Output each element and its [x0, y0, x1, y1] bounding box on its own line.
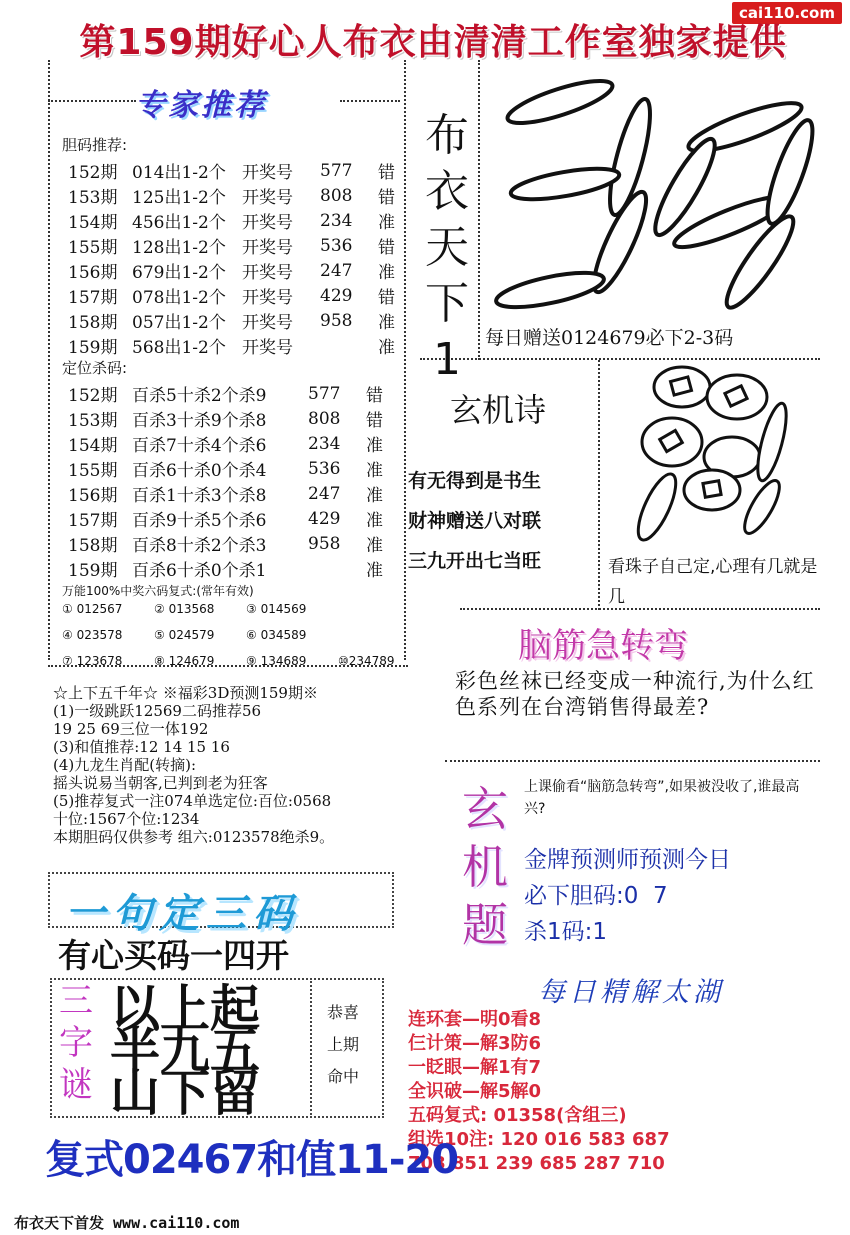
poem-line: 财神赠送八对联	[408, 510, 542, 532]
table-cell: 536	[308, 458, 341, 479]
vertical-char: 布	[425, 110, 469, 161]
table-cell: 153期	[68, 411, 118, 431]
table-cell: 开奖号	[242, 213, 293, 233]
vertical-char: 天	[425, 222, 469, 273]
table-cell: 开奖号	[242, 163, 293, 183]
table-cell: 百杀7十杀4个杀6	[132, 436, 267, 456]
six-code-title: 万能100%中奖六码复式:(常年有效)	[62, 584, 254, 598]
table-cell: 157期	[68, 288, 118, 308]
congrats-line: 恭喜	[326, 1003, 359, 1022]
table-cell: 开奖号	[242, 238, 293, 258]
table-cell: 808	[308, 408, 341, 429]
table-cell: 078出1-2个	[132, 288, 226, 308]
vertical-char: 题	[462, 898, 508, 952]
table-cell: 错	[378, 238, 395, 258]
six-code-list	[62, 596, 418, 674]
table-cell: 679出1-2个	[132, 263, 226, 283]
poem-line: 三九开出七当旺	[408, 550, 542, 572]
divider	[404, 60, 406, 660]
table-row	[68, 506, 402, 531]
six-code-row	[62, 622, 418, 648]
six-code-item: ⑥ 034589	[246, 628, 307, 642]
table-cell: 247	[320, 260, 353, 281]
prediction-line: ☆上下五千年☆ ※福彩3D预测159期※	[53, 684, 318, 702]
must-gall: 必下胆码:0 7	[524, 883, 668, 909]
table-cell: 536	[320, 235, 353, 256]
table-row	[68, 283, 414, 308]
six-code-item: ② 013568	[154, 602, 215, 616]
table-cell: 百杀8十杀2个杀3	[132, 536, 267, 556]
table-cell: 开奖号	[242, 313, 293, 333]
riddle-line: 山下留	[110, 1064, 260, 1122]
big-number-39	[480, 62, 820, 320]
prediction-line: 19 25 69三位一体192	[53, 720, 209, 738]
taihu-line: 仨计策—解3防6	[408, 1033, 542, 1054]
table-cell: 准	[378, 213, 395, 233]
prediction-text	[53, 684, 413, 846]
table-cell: 准	[366, 511, 383, 531]
mystery-question: 上课偷看“脑筋急转弯”,如果被没收了,谁最高兴?	[524, 779, 800, 817]
riddle-line: 半九五	[110, 1022, 260, 1080]
prediction-line: 本期胆码仅供参考 组六:0123578绝杀9。	[53, 828, 335, 846]
gold-predictor	[524, 842, 731, 950]
table-cell: 429	[308, 508, 341, 529]
brain-teaser-question: 彩色丝袜已经变成一种流行,为什么红色系列在台湾销售得最差?	[455, 669, 815, 719]
table-cell: 百杀6十杀0个杀4	[132, 461, 267, 481]
six-code-row	[62, 648, 418, 674]
vertical-char: 谜	[59, 1065, 93, 1105]
divider	[445, 760, 820, 762]
table-row	[68, 456, 402, 481]
coins-illustration	[612, 362, 812, 547]
table-cell: 156期	[68, 486, 118, 506]
table-cell	[320, 333, 378, 358]
kill-one: 杀1码:1	[524, 919, 608, 945]
gold-title: 金牌预测师预测今日	[524, 847, 731, 873]
vertical-char: 玄	[462, 782, 508, 836]
gall-table	[68, 158, 414, 358]
six-code-item: ⑨ 134689	[246, 654, 307, 668]
six-code-item: ⑤ 024579	[154, 628, 215, 642]
divider	[48, 100, 136, 102]
taihu-line: 全识破—解5解0	[408, 1081, 542, 1102]
table-cell: 错	[366, 411, 383, 431]
table-cell: 158期	[68, 313, 118, 333]
buy-code-line: 有心买码一四开	[58, 936, 289, 975]
brain-teaser-title: 脑筋急转弯	[518, 626, 688, 666]
table-row	[68, 308, 414, 333]
taihu-line: 连环套—明0看8	[408, 1009, 542, 1030]
daily-gift: 每日赠送0124679必下2-3码	[485, 327, 734, 349]
kill-table	[68, 381, 402, 581]
table-row	[68, 158, 414, 183]
table-cell: 014出1-2个	[132, 163, 226, 183]
table-cell: 准	[378, 263, 395, 283]
page-title: 第159期好心人布衣由清清工作室独家提供	[79, 22, 787, 63]
table-cell: 125出1-2个	[132, 188, 226, 208]
table-cell: 准	[366, 561, 383, 581]
table-cell: 247	[308, 483, 341, 504]
table-cell: 百杀3十杀9个杀8	[132, 411, 267, 431]
congrats-line: 命中	[326, 1067, 359, 1086]
poem-title: 玄机诗	[450, 391, 547, 429]
vertical-char: 三	[59, 981, 93, 1021]
table-cell: 808	[320, 185, 353, 206]
table-cell: 577	[308, 383, 341, 404]
table-cell: 百杀5十杀2个杀9	[132, 386, 267, 406]
table-cell: 错	[366, 386, 383, 406]
kill-label: 定位杀码:	[62, 359, 128, 377]
three-char-riddle-label	[56, 980, 96, 1106]
table-cell: 开奖号	[242, 338, 293, 358]
six-code-item: ⑦ 123678	[62, 654, 123, 668]
table-row	[68, 258, 414, 283]
prediction-line: (3)和值推荐:12 14 15 16	[53, 738, 230, 756]
mystery-vertical-title	[455, 780, 515, 954]
table-row	[68, 183, 414, 208]
table-cell: 开奖号	[242, 288, 293, 308]
divider	[48, 60, 50, 660]
table-cell: 开奖号	[242, 188, 293, 208]
table-cell: 准	[378, 338, 395, 358]
table-row	[68, 431, 402, 456]
table-cell: 155期	[68, 238, 118, 258]
table-cell: 准	[378, 313, 395, 333]
riddle-line: 以上起	[110, 980, 260, 1038]
vertical-char: 机	[462, 840, 508, 894]
table-cell: 百杀6十杀0个杀1	[132, 561, 267, 581]
prediction-line: 摇头说易当朝客,已判到老为狂客	[53, 774, 268, 792]
table-row	[68, 556, 402, 581]
table-cell	[308, 556, 366, 581]
taihu-line: 708 851 239 685 287 710	[408, 1153, 665, 1174]
table-row	[68, 481, 402, 506]
table-cell: 154期	[68, 436, 118, 456]
table-cell: 159期	[68, 561, 118, 581]
table-row	[68, 233, 414, 258]
table-cell: 错	[378, 288, 395, 308]
taihu-title: 每日精解太湖	[538, 977, 724, 1008]
table-cell: 错	[378, 188, 395, 208]
table-cell: 准	[366, 436, 383, 456]
table-row	[68, 531, 402, 556]
compound-line: 复式02467和值11-20	[45, 1137, 459, 1183]
prediction-line: (1)一级跳跃12569二码推荐56	[53, 702, 262, 720]
coin-note: 看珠子自己定,心理有几就是几	[608, 557, 818, 607]
six-code-item: ⑩234789	[338, 654, 395, 668]
divider	[340, 100, 400, 102]
table-cell: 开奖号	[242, 263, 293, 283]
prediction-line: (4)九龙生肖配(转摘):	[53, 756, 197, 774]
table-cell: 429	[320, 285, 353, 306]
poem-line: 有无得到是书生	[408, 470, 542, 492]
gall-label: 胆码推荐:	[62, 136, 128, 154]
table-cell: 128出1-2个	[132, 238, 226, 258]
divider	[420, 358, 820, 360]
table-cell: 958	[320, 310, 353, 331]
prediction-line: 十位:1567个位:1234	[53, 810, 200, 828]
six-code-item: ③ 014569	[246, 602, 307, 616]
table-cell: 158期	[68, 536, 118, 556]
congrats-line: 上期	[326, 1035, 359, 1054]
one-sentence-title: 一句定三码	[65, 891, 300, 937]
vertical-char: 衣	[425, 166, 469, 217]
footer: 布衣天下首发 www.cai110.com	[14, 1214, 240, 1232]
table-cell: 958	[308, 533, 341, 554]
table-cell: 157期	[68, 511, 118, 531]
vertical-char: 下	[425, 278, 469, 329]
table-cell: 577	[320, 160, 353, 181]
six-code-item: ⑧ 124679	[154, 654, 215, 668]
table-cell: 154期	[68, 213, 118, 233]
table-cell: 准	[366, 461, 383, 481]
congrats-label	[318, 997, 368, 1093]
table-cell: 155期	[68, 461, 118, 481]
vertical-char: 字	[59, 1023, 93, 1063]
taihu-line: 一眨眼—解1有7	[408, 1057, 542, 1078]
table-cell: 234	[308, 433, 341, 454]
six-code-item: ① 012567	[62, 602, 123, 616]
prediction-line: (5)推荐复式一注074单选定位:百位:0568	[53, 792, 332, 810]
table-cell: 152期	[68, 163, 118, 183]
table-cell: 准	[366, 486, 383, 506]
table-cell: 159期	[68, 338, 118, 358]
expert-heading: 专家推荐	[135, 88, 267, 123]
table-cell: 156期	[68, 263, 118, 283]
table-cell: 百杀9十杀5个杀6	[132, 511, 267, 531]
vertical-char: 1	[433, 334, 461, 385]
table-cell: 错	[378, 163, 395, 183]
table-cell: 234	[320, 210, 353, 231]
table-row	[68, 406, 402, 431]
table-cell: 456出1-2个	[132, 213, 226, 233]
site-tag: cai110.com	[732, 2, 842, 24]
table-row	[68, 381, 402, 406]
table-cell: 057出1-2个	[132, 313, 226, 333]
buyi-vertical-title	[422, 108, 472, 388]
six-code-row	[62, 596, 418, 622]
table-cell: 百杀1十杀3个杀8	[132, 486, 267, 506]
table-cell: 568出1-2个	[132, 338, 226, 358]
taihu-line: 五码复式: 01358(含组三)	[408, 1105, 627, 1126]
six-code-item: ④ 023578	[62, 628, 123, 642]
table-cell: 152期	[68, 386, 118, 406]
table-cell: 准	[366, 536, 383, 556]
table-row	[68, 208, 414, 233]
taihu-line: 组选10注: 120 016 583 687	[408, 1129, 670, 1150]
table-row	[68, 333, 414, 358]
table-cell: 153期	[68, 188, 118, 208]
divider	[598, 360, 600, 610]
